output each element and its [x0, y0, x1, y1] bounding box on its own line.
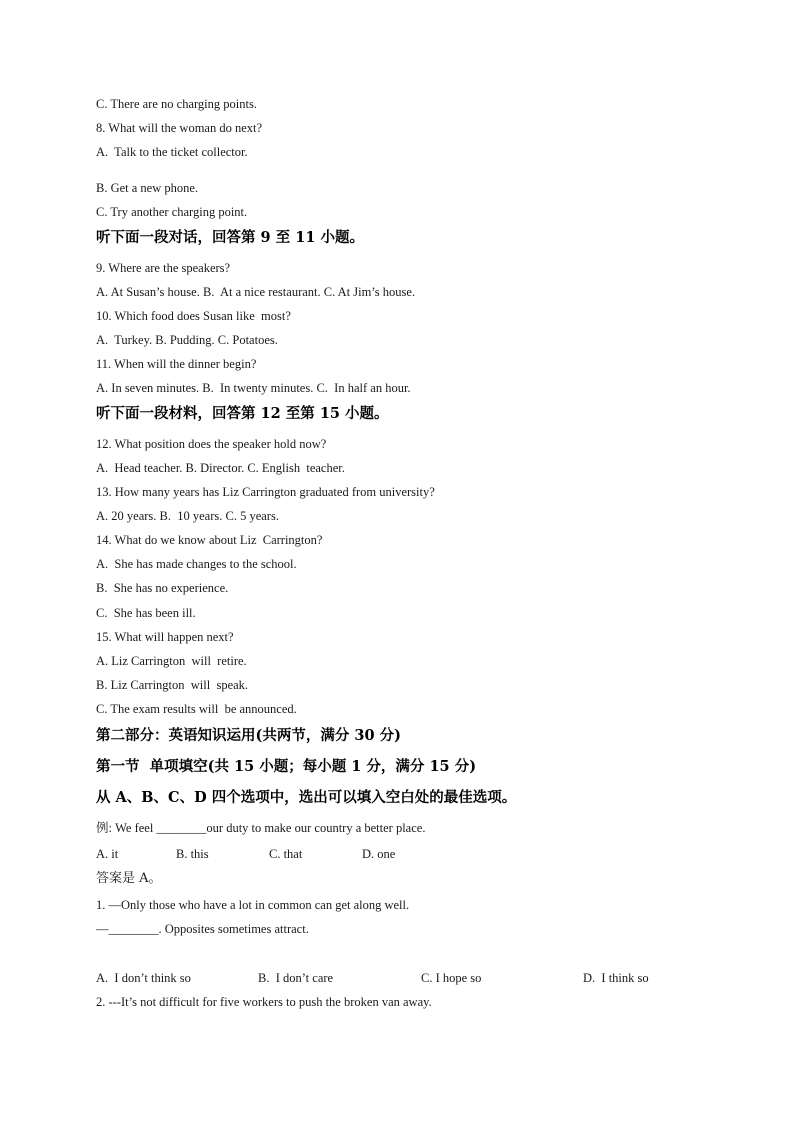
- option-text: B. Get a new phone.: [96, 181, 199, 195]
- question-1-option-b: B. I don’t care: [258, 971, 334, 985]
- section-instruction: 听下面一段对话，回答第 9 至 11 小题。: [96, 229, 364, 246]
- example-option-a: A. it: [96, 847, 119, 861]
- section-instruction: 听下面一段材料，回答第 12 至第 15 小题。: [96, 405, 389, 422]
- example-question: 例: We feel ________our duty to make our country a better place.: [96, 821, 426, 835]
- option-text: A. She has made changes to the school.: [96, 557, 297, 571]
- question-text: 1. —Only those who have a lot in common can get along well.: [96, 898, 410, 912]
- option-text: C. Try another charging point.: [96, 205, 248, 219]
- question-text: 13. How many years has Liz Carrington graduated from university?: [96, 485, 435, 499]
- question-text: 10. Which food does Susan like most?: [96, 309, 291, 323]
- question-text: 12. What position does the speaker hold now?: [96, 437, 327, 451]
- example-option-d: D. one: [362, 847, 396, 861]
- option-text: A. At Susan’s house. B. At a nice restaurant. C. At Jim’s house.: [96, 285, 416, 299]
- section-instruction: 从 A、B、C、D 四个选项中，选出可以填入空白处的最佳选项。: [96, 789, 517, 806]
- option-text: B. Liz Carrington will speak.: [96, 678, 249, 692]
- question-text: 8. What will the woman do next?: [96, 121, 263, 135]
- section-heading: 第一节 单项填空(共 15 小题；每小题 1 分，满分 15 分): [96, 758, 477, 775]
- question-text: 9. Where are the speakers?: [96, 261, 231, 275]
- option-text: A. Turkey. B. Pudding. C. Potatoes.: [96, 333, 278, 347]
- question-1-option-c: C. I hope so: [421, 971, 482, 985]
- question-text: 11. When will the dinner begin?: [96, 357, 257, 371]
- option-text: B. She has no experience.: [96, 581, 229, 595]
- question-1-option-a: A. I don’t think so: [96, 971, 191, 985]
- option-text: A. Liz Carrington will retire.: [96, 654, 247, 668]
- question-text: 2. ---It’s not difficult for five workers to push the broken van away.: [96, 995, 432, 1009]
- question-text: 15. What will happen next?: [96, 630, 234, 644]
- example-option-c: C. that: [269, 847, 303, 861]
- example-answer: 答案是 A。: [96, 871, 162, 886]
- example-option-b: B. this: [176, 847, 209, 861]
- question-1-option-d: D. I think so: [583, 971, 649, 985]
- part-heading: 第二部分：英语知识运用(共两节，满分 30 分): [96, 727, 401, 744]
- option-text: C. There are no charging points.: [96, 97, 257, 111]
- option-text: A. 20 years. B. 10 years. C. 5 years.: [96, 509, 279, 523]
- option-text: A. Talk to the ticket collector.: [96, 145, 248, 159]
- option-text: A. Head teacher. B. Director. C. English teacher.: [96, 461, 345, 475]
- question-text: —________. Opposites sometimes attract.: [96, 922, 309, 936]
- option-text: C. She has been ill.: [96, 606, 196, 620]
- question-text: 14. What do we know about Liz Carrington?: [96, 533, 323, 547]
- option-text: C. The exam results will be announced.: [96, 702, 297, 716]
- option-text: A. In seven minutes. B. In twenty minutes. C. In half an hour.: [96, 381, 411, 395]
